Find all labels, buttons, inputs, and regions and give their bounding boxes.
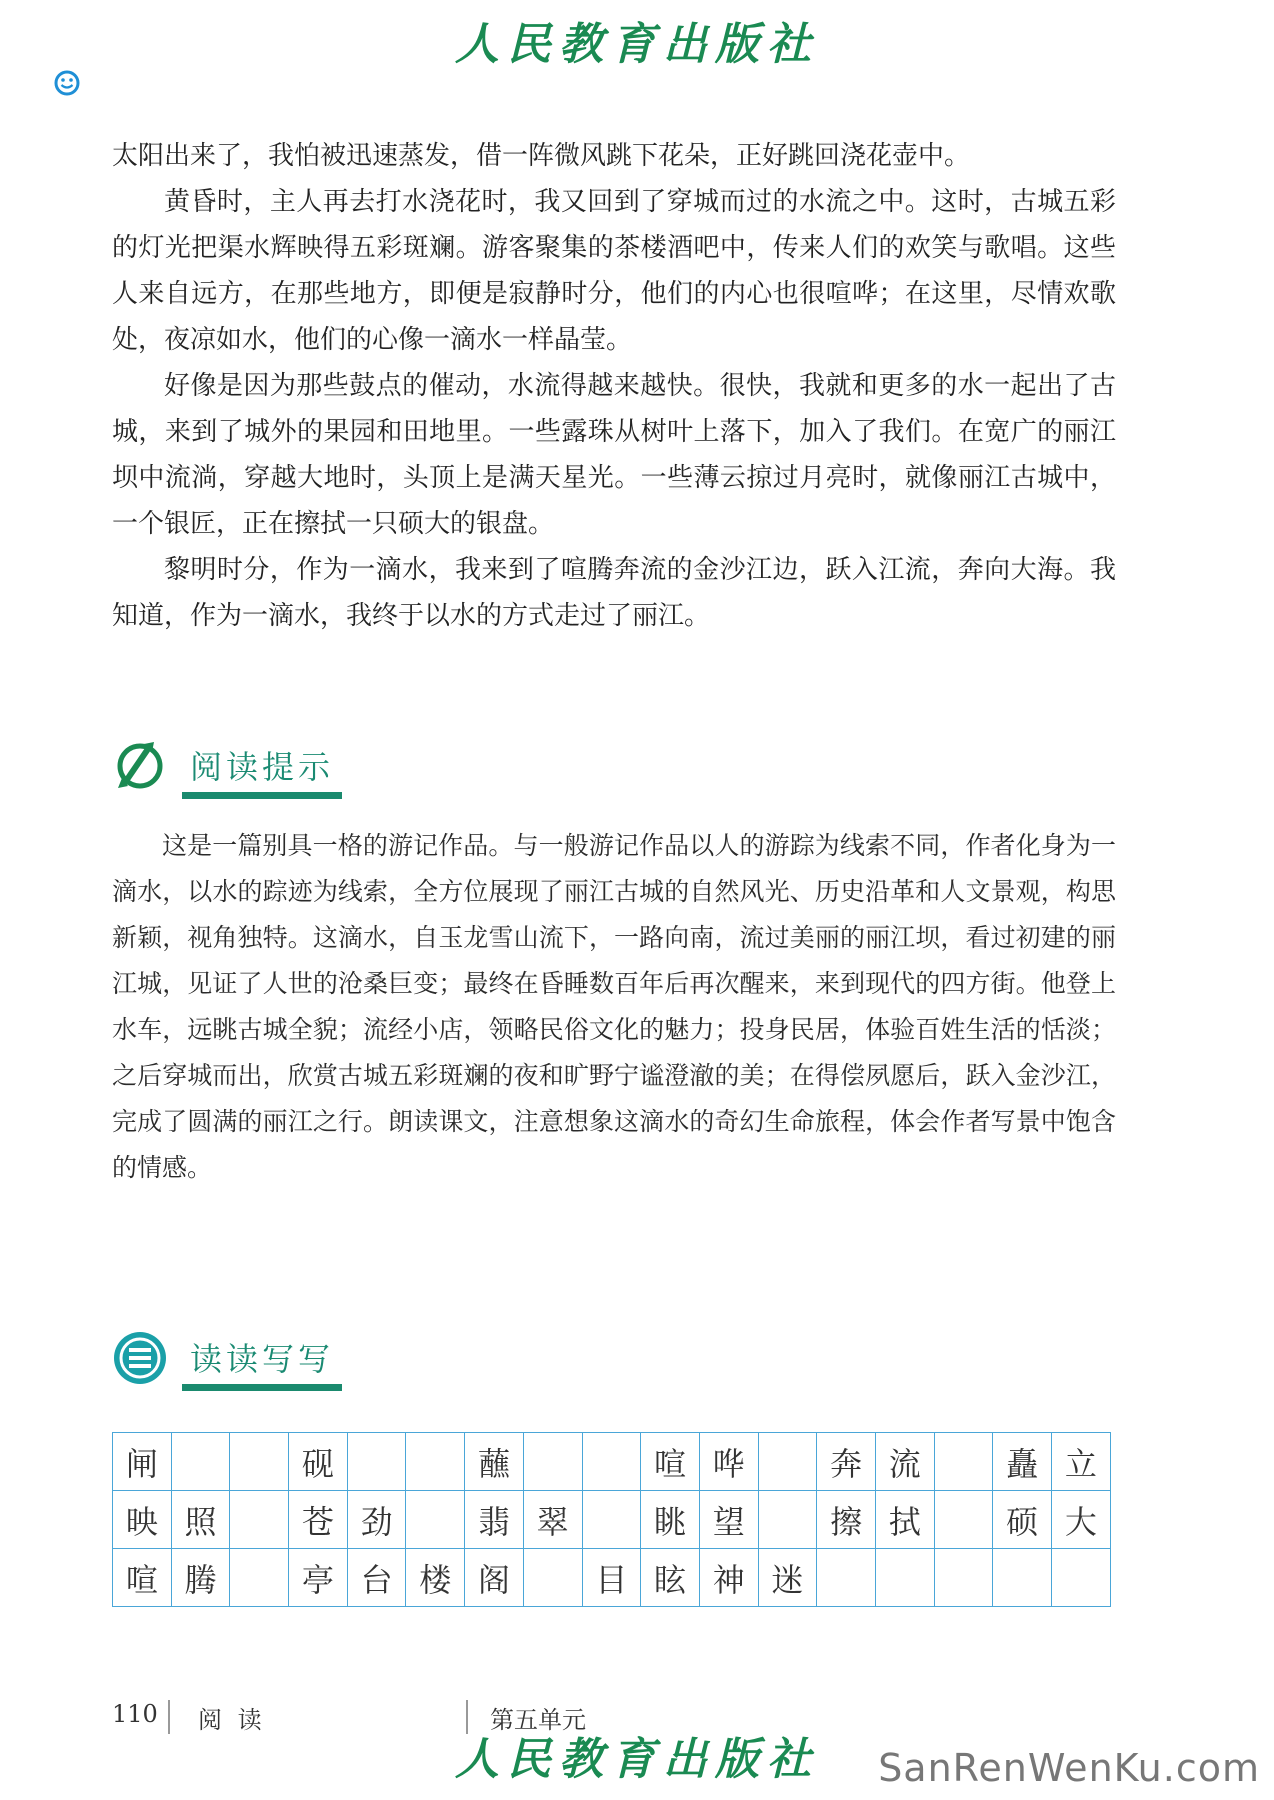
vocabulary-cell: 迷 <box>758 1549 817 1607</box>
vocabulary-cell: 擦 <box>817 1491 876 1549</box>
vocabulary-cell: 立 <box>1052 1433 1111 1491</box>
vocabulary-cell: 大 <box>1052 1491 1111 1549</box>
vocabulary-cell: 照 <box>171 1491 230 1549</box>
vocabulary-cell <box>523 1433 582 1491</box>
vocabulary-cell: 台 <box>347 1549 406 1607</box>
vocabulary-row <box>113 1549 1111 1607</box>
vocabulary-cell <box>230 1491 289 1549</box>
vocabulary-cell <box>171 1433 230 1491</box>
vocabulary-cell: 翡 <box>465 1491 524 1549</box>
vocabulary-cell <box>582 1433 641 1491</box>
vocabulary-row <box>113 1433 1111 1491</box>
vocabulary-cell <box>406 1433 465 1491</box>
vocabulary-cell <box>230 1549 289 1607</box>
vocabulary-cell: 翠 <box>523 1491 582 1549</box>
vocabulary-cell: 劲 <box>347 1491 406 1549</box>
vocabulary-cell: 阁 <box>465 1549 524 1607</box>
vocabulary-cell: 哗 <box>699 1433 758 1491</box>
vocabulary-cell <box>758 1433 817 1491</box>
page-number: 110 <box>112 1700 158 1728</box>
reading-tip-title: 阅读提示 <box>190 748 335 786</box>
footer-section: 阅 读 <box>198 1706 266 1734</box>
article-paragraph: 黄昏时，主人再去打水浇花时，我又回到了穿城而过的水流之中。这时，古城五彩的灯光把渠水辉映得五彩斑斓。游客聚集的茶楼酒吧中，传来人们的欢笑与歌唱。这些人来自远方，在那些地方，即便是寂静时分，他们的内心也很喧哗；在这里，尽情欢歌处，夜凉如水，他们的心像一滴水一样晶莹。 <box>112 187 1116 355</box>
vocabulary-row <box>113 1491 1111 1549</box>
vocabulary-cell <box>934 1491 993 1549</box>
vocabulary-cell: 砚 <box>289 1433 348 1491</box>
vocabulary-cell <box>347 1433 406 1491</box>
vocabulary-cell <box>582 1491 641 1549</box>
reading-tip-icon <box>110 736 170 796</box>
read-write-title: 读读写写 <box>190 1340 335 1378</box>
smiley-icon <box>54 70 80 96</box>
vocabulary-cell <box>758 1491 817 1549</box>
vocabulary-cell: 腾 <box>171 1549 230 1607</box>
vocabulary-cell: 望 <box>699 1491 758 1549</box>
vocabulary-cell: 苍 <box>289 1491 348 1549</box>
vocabulary-cell <box>230 1433 289 1491</box>
vocabulary-cell <box>406 1491 465 1549</box>
vocabulary-cell <box>934 1549 993 1607</box>
article-paragraph: 好像是因为那些鼓点的催动，水流得越来越快。很快，我就和更多的水一起出了古城，来到了城外的果园和田地里。一些露珠从树叶上落下，加入了我们。在宽广的丽江坝中流淌，穿越大地时，头顶上是满天星光。一些薄云掠过月亮时，就像丽江古城中，一个银匠，正在擦拭一只硕大的银盘。 <box>112 371 1116 539</box>
vocabulary-cell: 楼 <box>406 1549 465 1607</box>
article-body <box>112 133 1116 639</box>
read-write-header <box>110 1328 510 1398</box>
vocabulary-cell: 闸 <box>113 1433 172 1491</box>
read-write-icon <box>110 1328 170 1388</box>
article-paragraph: 太阳出来了，我怕被迅速蒸发，借一阵微风跳下花朵，正好跳回浇花壶中。 <box>112 141 971 171</box>
vocabulary-cell <box>934 1433 993 1491</box>
article-paragraph: 黎明时分，作为一滴水，我来到了喧腾奔流的金沙江边，跃入江流，奔向大海。我知道，作为一滴水，我终于以水的方式走过了丽江。 <box>112 555 1116 631</box>
vocabulary-cell: 喧 <box>641 1433 700 1491</box>
vocabulary-cell: 喧 <box>113 1549 172 1607</box>
vocabulary-cell: 拭 <box>875 1491 934 1549</box>
vocabulary-cell: 流 <box>875 1433 934 1491</box>
vocabulary-cell <box>1052 1549 1111 1607</box>
watermark: SanRenWenKu.com <box>878 1746 1260 1790</box>
vocabulary-cell: 亭 <box>289 1549 348 1607</box>
vocabulary-cell: 神 <box>699 1549 758 1607</box>
vocabulary-cell <box>817 1549 876 1607</box>
vocabulary-cell: 硕 <box>993 1491 1052 1549</box>
footer-unit: 第五单元 <box>490 1706 586 1734</box>
vocabulary-cell <box>993 1549 1052 1607</box>
publisher-logo-bottom: 人民教育出版社 <box>455 1734 819 1785</box>
vocabulary-cell <box>523 1549 582 1607</box>
vocabulary-cell: 矗 <box>993 1433 1052 1491</box>
vocabulary-cell: 眩 <box>641 1549 700 1607</box>
reading-tip-underline <box>182 792 342 799</box>
vocabulary-cell: 眺 <box>641 1491 700 1549</box>
read-write-underline <box>182 1384 342 1391</box>
vocabulary-cell <box>875 1549 934 1607</box>
vocabulary-grid <box>112 1432 1111 1607</box>
vocabulary-cell: 目 <box>582 1549 641 1607</box>
publisher-logo-top: 人民教育出版社 <box>455 19 819 70</box>
reading-tip-text: 这是一篇别具一格的游记作品。与一般游记作品以人的游踪为线索不同，作者化身为一滴水，以水的踪迹为线索，全方位展现了丽江古城的自然风光、历史沿革和人文景观，构思新颖，视角独特。这滴水，自玉龙雪山流下，一路向南，流过美丽的丽江坝，看过初建的丽江城，见证了人世的沧桑巨变；最终在昏睡数百年后再次醒来，来到现代的四方街。他登上水车，远眺古城全貌；流经小店，领略民俗文化的魅力；投身民居，体验百姓生活的恬淡；之后穿城而出，欣赏古城五彩斑斓的夜和旷野宁谧澄澈的美；在得偿夙愿后，跃入金沙江，完成了圆满的丽江之行。朗读课文，注意想象这滴水的奇幻生命旅程，体会作者写景中饱含的情感。 <box>112 831 1116 1182</box>
vocabulary-cell: 蘸 <box>465 1433 524 1491</box>
vocabulary-cell: 映 <box>113 1491 172 1549</box>
vocabulary-cell: 奔 <box>817 1433 876 1491</box>
reading-tip-header <box>110 736 510 806</box>
